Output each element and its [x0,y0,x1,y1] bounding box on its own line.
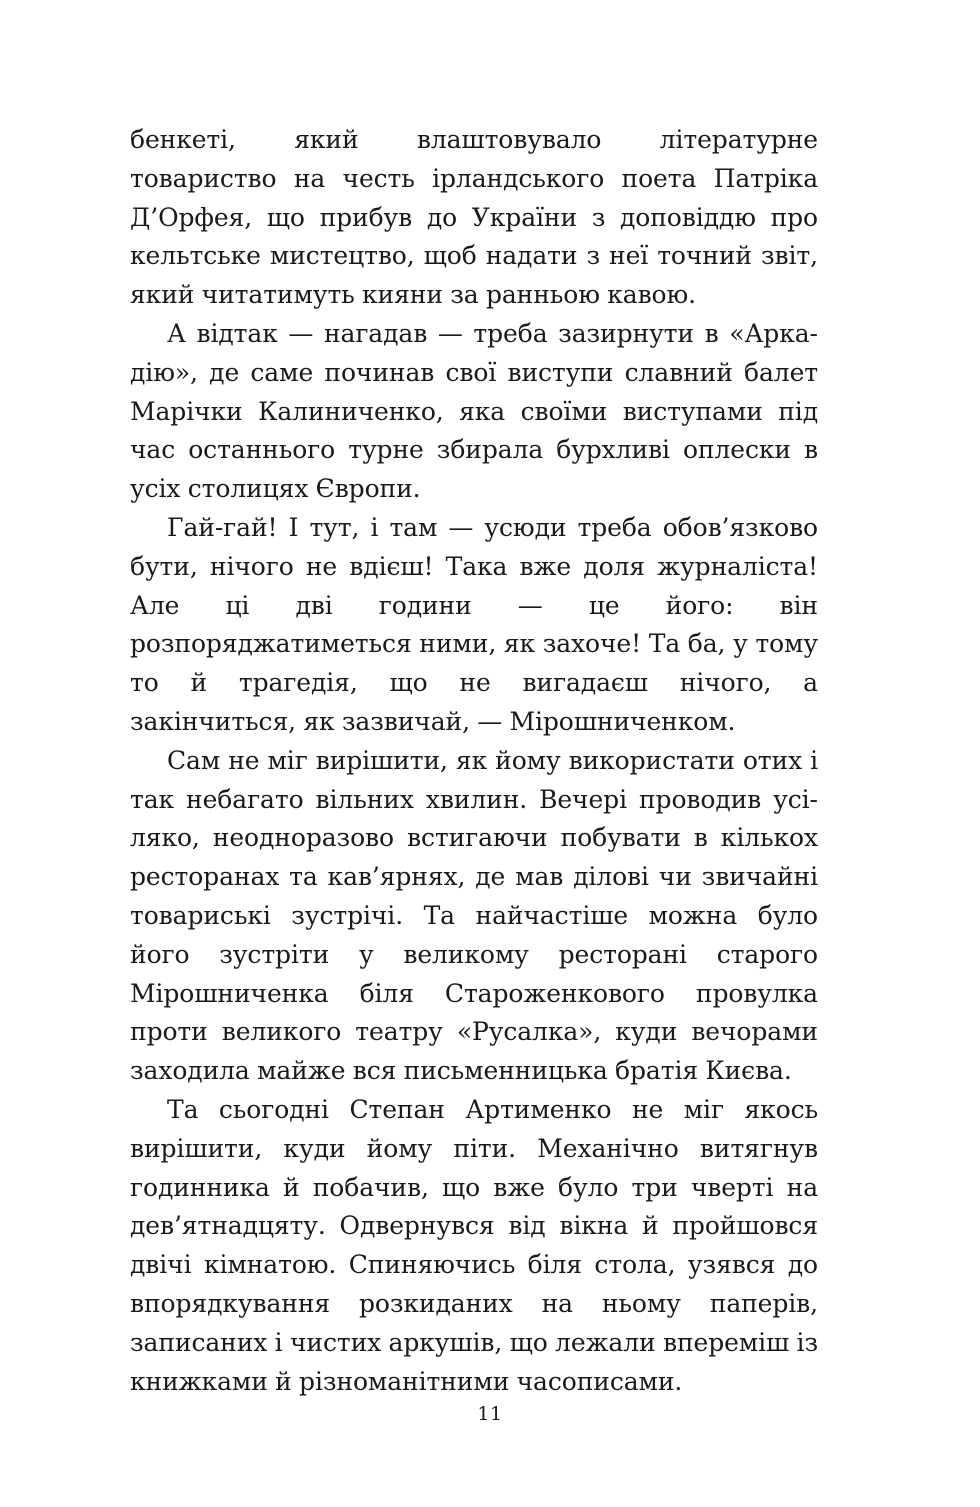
paragraph: бенкеті, який влаштовувало літературне товариство на честь ірландського поета Патріка Д’Орфея, що прибув до України з доповіддю про кельтське мистецтво, щоб надати з неї точний звіт, який читатимуть кияни за ранньою кавою. [130,125,818,310]
page-number: 11 [477,1403,503,1425]
paragraph: А відтак — нагадав — треба зазирнути в «Аркадію», де саме починав свої виступи славний балет Марічки Калиниченко, яка своїми виступами під час останнього турне збирала бурхливі оплески в усіх столицях Європи. [130,318,818,504]
paragraph: Сам не міг вирішити, як йому використати отих і так небагато вільних хвилин. Вечері проводив усіляко, неодноразово встигаючи побувати в кількох ресторанах та кав’ярнях, де мав ділові чи звичайні товариські зустрічі. Та найчастіше можна було його зустріти у великому ресторані старого Мірошниченка біля Староженкового провулка проти великого театру «Русалка», куди вечорами заходила майже вся письменницька братія Києва. [130,745,818,1086]
paragraph: Гай-гай! І тут, і там — усюди треба обов’язково бути, нічого не вдієш! Така вже доля журналіста! Але ці дві години — це його: він розпоряджатиметься ними, як захоче! Та ба, у тому то й трагедія, що не вигадаєш нічого, а закінчиться, як зазвичай, — Мірошниченком. [130,512,818,736]
paragraph: Та сьогодні Степан Артименко не міг якось вирішити, куди йому піти. Механічно витягнув годинника й побачив, що вже було три чверті на дев’ятнадцяту. Одвернувся від вікна й пройшовся двічі кімнатою. Спиняючись біля стола, узявся до впорядкування розкиданих на ньому паперів, записаних і чистих аркушів, що лежали впереміш із книжками й різноманітними часописами. [130,1094,818,1396]
body-text [130,121,818,1401]
